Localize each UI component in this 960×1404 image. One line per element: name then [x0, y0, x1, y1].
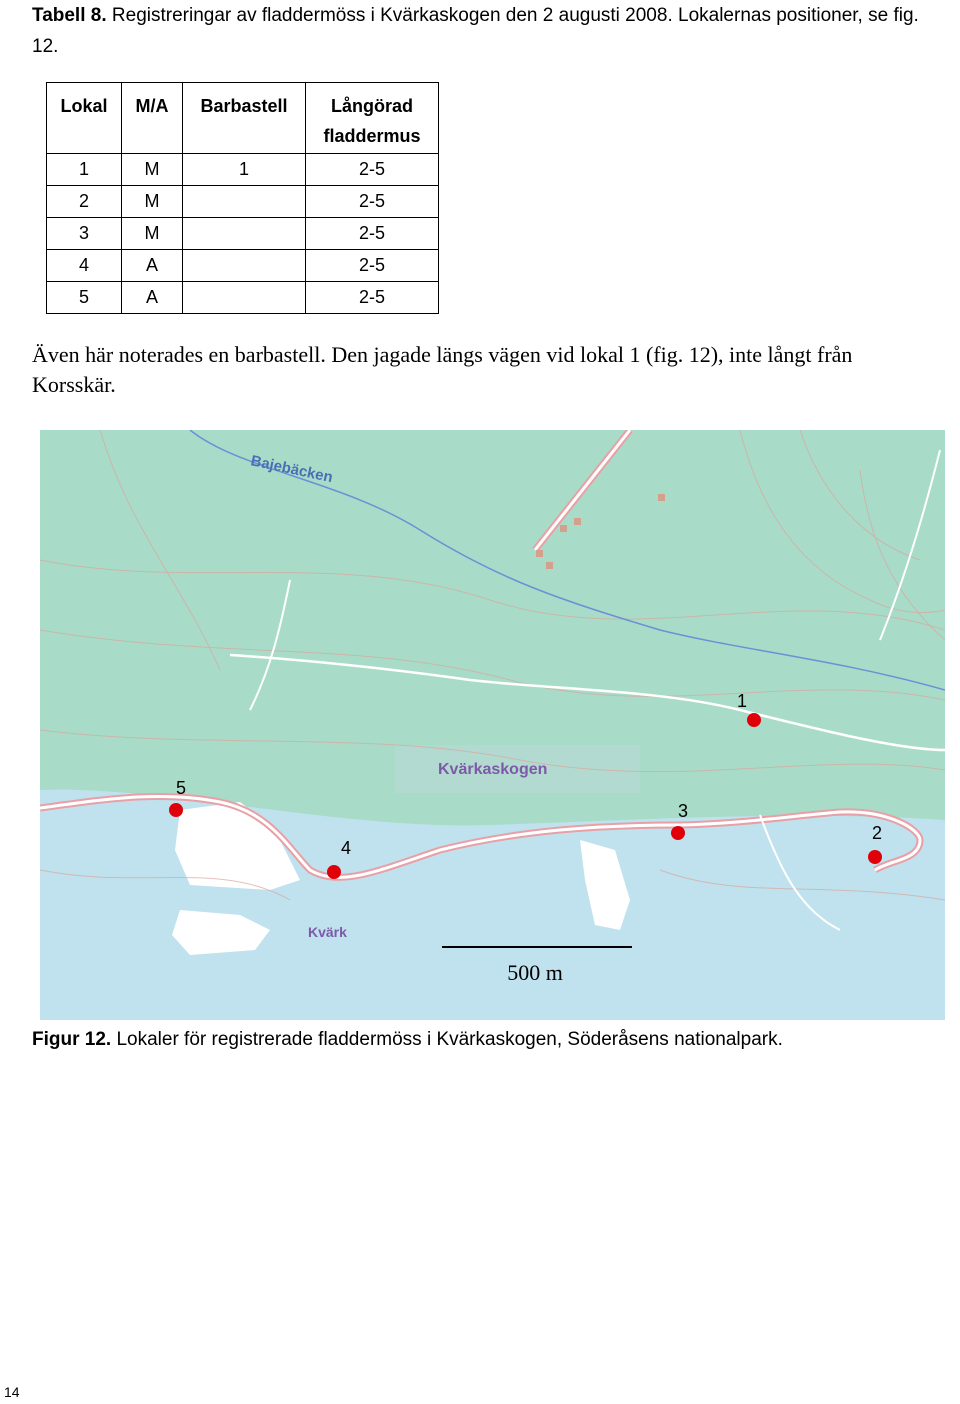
area-label: Kvärk: [308, 924, 347, 940]
map-svg: [40, 430, 945, 1020]
sightings-table: [46, 82, 439, 314]
stream-label: Bajebäcken: [249, 452, 335, 487]
cell: A: [122, 250, 183, 282]
cell: [183, 250, 306, 282]
site-label-5: 5: [176, 778, 187, 798]
table-row: [47, 218, 439, 250]
cell: M: [122, 186, 183, 218]
cell: [183, 186, 306, 218]
cell: 2-5: [306, 282, 439, 314]
table-row: [47, 282, 439, 314]
table-caption-label: Tabell 8.: [32, 5, 107, 26]
site-marker-1: [747, 713, 761, 727]
table-caption: [32, 0, 932, 62]
cell: 4: [47, 250, 122, 282]
header-langorad: Långörad fladdermus: [306, 83, 439, 154]
cell: 1: [47, 154, 122, 186]
header-ma: M/A: [122, 83, 183, 154]
header-lokal: Lokal: [47, 83, 122, 154]
cell: [183, 218, 306, 250]
site-label-4: 4: [341, 838, 352, 858]
cell: 1: [183, 154, 306, 186]
site-map: [40, 430, 945, 1020]
header-barbastell: Barbastell: [183, 83, 306, 154]
forest-label: Kvärkaskogen: [438, 761, 548, 778]
cell: 2-5: [306, 218, 439, 250]
cell: 2: [47, 186, 122, 218]
table-row: [47, 250, 439, 282]
body-paragraph: Även här noterades en barbastell. Den jagade längs vägen vid lokal 1 (fig. 12), inte långt från Korsskär.: [32, 342, 853, 397]
table-row: [47, 154, 439, 186]
cell: [183, 282, 306, 314]
figure-caption-text: Lokaler för registrerade fladdermöss i Kvärkaskogen, Söderåsens nationalpark.: [111, 1029, 783, 1050]
site-label-2: 2: [872, 823, 883, 843]
cell: M: [122, 154, 183, 186]
site-marker-4: [327, 865, 341, 879]
page-number: 14: [4, 1384, 20, 1400]
cell: A: [122, 282, 183, 314]
figure-caption: [32, 1026, 932, 1054]
cell: 2-5: [306, 250, 439, 282]
cell: 2-5: [306, 154, 439, 186]
cell: M: [122, 218, 183, 250]
cell: 2-5: [306, 186, 439, 218]
site-marker-3: [671, 826, 685, 840]
site-marker-5: [169, 803, 183, 817]
table-caption-text: Registreringar av fladdermöss i Kvärkaskogen den 2 augusti 2008. Lokalernas positioner, se fig. 12.: [32, 5, 919, 57]
site-label-1: 1: [737, 691, 748, 711]
scale-label: 500 m: [507, 960, 563, 985]
cell: 3: [47, 218, 122, 250]
cell: 5: [47, 282, 122, 314]
table-row: [47, 186, 439, 218]
site-marker-2: [868, 850, 882, 864]
figure-caption-label: Figur 12.: [32, 1029, 112, 1050]
site-label-3: 3: [678, 801, 689, 821]
table-header-row: [47, 83, 439, 154]
